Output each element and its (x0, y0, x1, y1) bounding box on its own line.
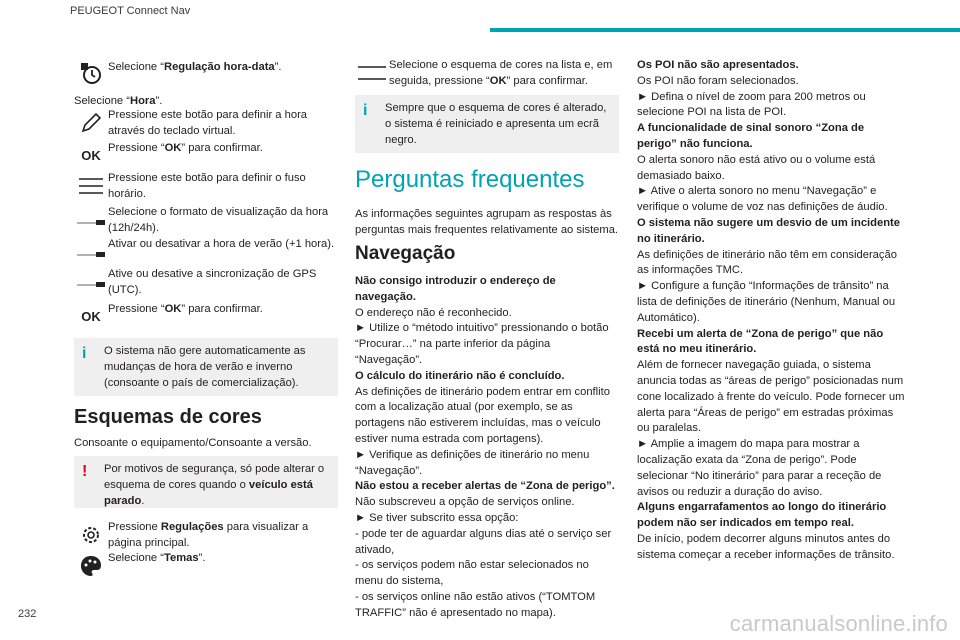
info-note (74, 338, 338, 396)
txt: Pressione “ (108, 142, 165, 154)
txt: Pressione “ (108, 303, 165, 315)
txt: Selecione o esquema de cores na lista e, em seguida, pressione “ (389, 59, 613, 87)
txt-bold: OK (489, 74, 507, 87)
txt: . (141, 494, 145, 507)
txt: ”. (198, 552, 206, 564)
faq-step: ► Ative o alerta sonoro no menu “Navegação” e verifique o volume de voz nas definições de áudio. (637, 185, 888, 214)
faq-question: Os POI não são apresentados. (637, 59, 799, 71)
pencil-icon (74, 108, 108, 138)
faq-answer: Não subscreveu a opção de serviços online. (355, 496, 575, 509)
step-text: Ativar ou desativar a hora de verão (+1 hora). (108, 238, 335, 250)
txt-bold: Regulações (160, 521, 224, 533)
step-row (74, 302, 338, 332)
step-row (74, 141, 338, 171)
watermark: carmanualsonline.info (729, 611, 948, 636)
info-note (355, 95, 619, 153)
faq-step: ► Amplie a imagem do mapa para mostrar a localização exata da “Zona de perigo”. Pode selecionar “No itinerário” para parar a receção de avisos ou reduzir a duração do aviso. (637, 438, 882, 498)
info-icon: i (363, 102, 368, 119)
faq-step: ► Verifique as definições de itinerário no menu “Navegação”. (355, 448, 590, 477)
paragraph: As informações seguintes agrupam as respostas às perguntas mais frequentes relativamente ao sistema. (355, 208, 619, 236)
note-text (82, 462, 328, 509)
step-row (74, 108, 338, 140)
step-row (74, 267, 338, 299)
step-row (355, 58, 619, 90)
txt-bold: veículo está parado (104, 478, 313, 507)
warning-note (74, 456, 338, 508)
clock-settings-icon (74, 58, 108, 88)
faq-answer: De início, podem decorrer alguns minutos antes do sistema começar a receber informações de trânsito. (637, 532, 895, 561)
step-text: Selecione o formato de visualização da hora (12h/24h). (108, 206, 329, 234)
faq-block (637, 58, 905, 564)
faq-step: ► Se tiver subscrito essa opção: (355, 511, 519, 524)
txt-bold: OK (164, 142, 182, 154)
faq-block (355, 274, 619, 622)
txt-bold: Temas (163, 552, 199, 564)
faq-list-item: - os serviços online não estão ativos (“TOMTOM TRAFFIC” não é apresentado no mapa). (355, 590, 596, 619)
step-row (74, 171, 338, 203)
toggle-icon (74, 205, 108, 235)
faq-question: O cálculo do itinerário não é concluído. (355, 369, 565, 382)
faq-answer: Os POI não foram selecionados. (637, 74, 799, 87)
step-row (74, 237, 338, 267)
step-row (74, 551, 338, 581)
section-heading: Navegação (355, 243, 456, 264)
faq-question: Não consigo introduzir o endereço de navegação. (355, 275, 556, 303)
faq-step: ► Utilize o “método intuitivo” pressionando o botão “Procurar…” na parte inferior da página “Navegação”. (355, 322, 609, 366)
header-accent-bar (490, 28, 960, 32)
txt: ” para confirmar. (506, 74, 588, 87)
running-header: PEUGEOT Connect Nav (70, 5, 191, 17)
txt: Pressione (108, 521, 161, 533)
faq-list-item: - pode ter de aguardar alguns dias até o serviço ser ativado, (355, 527, 612, 556)
step-row (74, 58, 338, 88)
step-text: Ative ou desative a sincronização de GPS (UTC). (108, 268, 317, 296)
txt-bold: Hora (129, 95, 156, 107)
step-text: Selecione “Regulação hora-data”. (108, 61, 282, 73)
faq-question: O sistema não sugere um desvio de um incidente no itinerário. (637, 216, 900, 245)
txt: ”. (155, 95, 163, 107)
warning-icon: ! (82, 463, 88, 480)
faq-question: Não estou a receber alertas de “Zona de perigo”. (355, 480, 615, 493)
txt-bold: OK (164, 303, 182, 315)
faq-answer: As definições de itinerário não têm em consideração as informações TMC. (637, 248, 897, 277)
step-text: Pressione este botão para definir o fuso horário. (108, 172, 306, 200)
ok-button-icon: OK (81, 309, 101, 325)
step-row (74, 205, 338, 237)
txt: ” para confirmar. (181, 303, 263, 315)
palette-icon (74, 551, 108, 581)
step-text: Pressione este botão para definir a hora através do teclado virtual. (108, 109, 308, 137)
faq-answer: O alerta sonoro não está ativo ou o volume está demasiado baixo. (637, 153, 876, 182)
section-heading: Esquemas de cores (74, 406, 262, 428)
info-icon: i (82, 345, 87, 362)
note-text: O sistema não gere automaticamente as mudanças de hora de verão e inverno (consoante o país de comercialização). (104, 345, 306, 389)
ok-button-icon: OK (81, 148, 101, 164)
faq-list-item: - os serviços podem não estar selecionados no menu do sistema, (355, 559, 589, 588)
page-number: 232 (18, 608, 37, 620)
toggle-icon (74, 267, 108, 297)
txt: Por motivos de segurança, só pode alterar o esquema de cores quando o (104, 463, 325, 491)
gear-icon (74, 520, 108, 550)
txt: Selecione “ (74, 95, 130, 107)
paragraph: Consoante o equipamento/Consoante a versão. (74, 437, 312, 449)
txt: Selecione “ (108, 552, 164, 564)
faq-step: ► Defina o nível de zoom para 200 metros ou selecione POI na lista de POI. (637, 90, 866, 119)
faq-question: Alguns engarrafamentos ao longo do itinerário podem não ser indicados em tempo real. (637, 501, 887, 530)
faq-answer: Além de fornecer navegação guiada, o sistema anuncia todas as “áreas de perigo” posicionadas num cone localizado à frente do veículo. Pode fornecer um alerta para “Áreas de perigo” em estradas próximas ou paralelas. (637, 359, 905, 435)
faq-answer: As definições de itinerário podem entrar em conflito com a localização atual (por exemplo, se as portagens não estiverem incluídas, mas o veículo estiver numa estrada com portagens). (355, 385, 610, 445)
faq-answer: O endereço não é reconhecido. (355, 306, 512, 319)
txt: para visualizar a página principal. (108, 521, 309, 549)
toggle-icon (74, 237, 108, 267)
step-row (74, 520, 338, 552)
color-bar-icon (355, 58, 389, 88)
list-icon (74, 171, 108, 201)
note-text: Sempre que o esquema de cores é alterado, o sistema é reiniciado e apresenta um ecrã negro. (385, 102, 607, 146)
faq-question: A funcionalidade de sinal sonoro “Zona de perigo” não funciona. (637, 122, 865, 150)
faq-question: Recebi um alerta de “Zona de perigo” que não está no meu itinerário. (637, 327, 884, 356)
faq-step: ► Configure a função “Informações de trânsito” na lista de definições de itinerário (Nenhum, Manual ou Automático). (637, 280, 896, 324)
chapter-heading: Perguntas frequentes (355, 166, 585, 193)
txt: ” para confirmar. (181, 142, 263, 154)
